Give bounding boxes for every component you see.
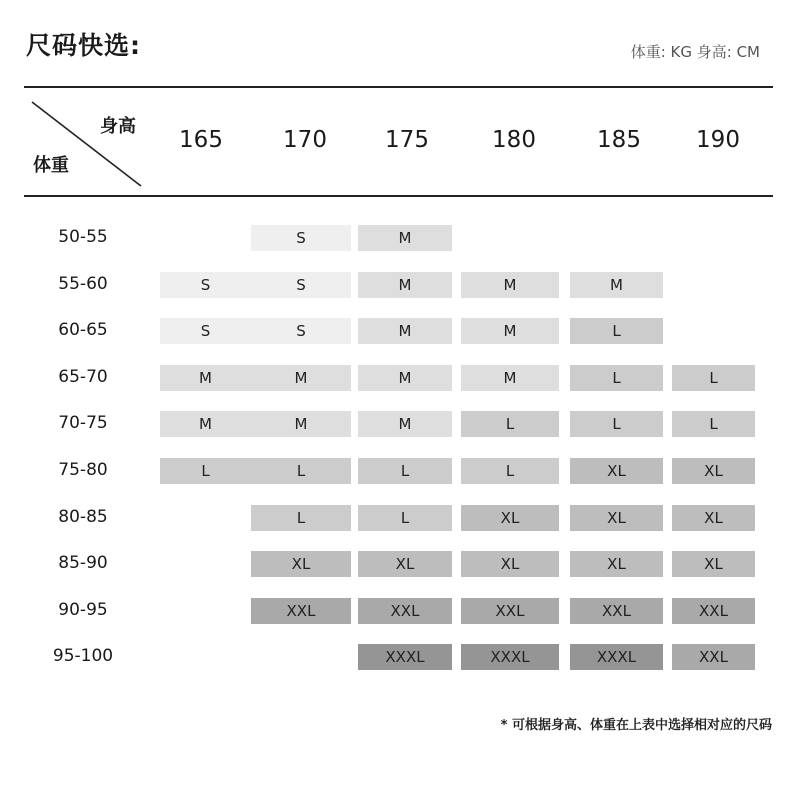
size-cell: L [461, 458, 559, 484]
size-cell: XXL [251, 598, 351, 624]
size-cell: XL [461, 551, 559, 577]
weight-label: 85-90 [58, 553, 108, 573]
height-header-180: 180 [492, 127, 536, 153]
height-header-165: 165 [179, 127, 223, 153]
size-cell: XXL [461, 598, 559, 624]
size-cell: M [251, 411, 351, 437]
weight-label: 80-85 [58, 507, 108, 527]
height-header-185: 185 [597, 127, 641, 153]
size-cell: S [251, 272, 351, 298]
size-cell: L [358, 505, 452, 531]
size-cell: M [358, 318, 452, 344]
size-cell: XL [461, 505, 559, 531]
height-header-190: 190 [696, 127, 740, 153]
size-cell: M [461, 318, 559, 344]
weight-label: 55-60 [58, 274, 108, 294]
size-cell: L [672, 365, 755, 391]
size-cell: M [160, 365, 251, 391]
size-cell: XXXL [358, 644, 452, 670]
page-title: 尺码快选: [26, 31, 141, 60]
size-cell: M [358, 411, 452, 437]
size-cell: XXL [358, 598, 452, 624]
size-cell: L [358, 458, 452, 484]
size-cell: L [570, 365, 663, 391]
weight-label: 50-55 [58, 227, 108, 247]
size-cell: L [461, 411, 559, 437]
size-cell: M [251, 365, 351, 391]
size-cell: XL [672, 505, 755, 531]
corner-weight-label: 体重 [33, 155, 69, 176]
weight-label: 75-80 [58, 460, 108, 480]
size-cell: XL [358, 551, 452, 577]
size-cell: XL [672, 551, 755, 577]
size-cell: XL [570, 551, 663, 577]
size-cell: L [251, 458, 351, 484]
size-cell: M [461, 272, 559, 298]
size-cell: XXL [570, 598, 663, 624]
weight-label: 70-75 [58, 413, 108, 433]
size-cell: S [251, 318, 351, 344]
size-cell: S [160, 318, 251, 344]
size-cell: XXL [672, 644, 755, 670]
size-cell: L [570, 318, 663, 344]
size-cell: XL [672, 458, 755, 484]
size-cell: XL [570, 505, 663, 531]
weight-label: 90-95 [58, 600, 108, 620]
height-header-170: 170 [283, 127, 327, 153]
size-cell: XXXL [570, 644, 663, 670]
weight-label: 95-100 [52, 646, 114, 666]
size-cell: M [358, 365, 452, 391]
size-cell: L [672, 411, 755, 437]
size-cell: XL [570, 458, 663, 484]
size-cell: XXXL [461, 644, 559, 670]
top-rule [24, 86, 773, 88]
size-cell: L [160, 458, 251, 484]
units-note: 体重: KG 身高: CM [630, 43, 760, 61]
weight-label: 65-70 [58, 367, 108, 387]
size-cell: M [461, 365, 559, 391]
size-cell: M [570, 272, 663, 298]
size-cell: XXL [672, 598, 755, 624]
size-cell: M [160, 411, 251, 437]
header-rule [24, 195, 773, 197]
height-header-175: 175 [385, 127, 429, 153]
footnote: * 可根据身高、体重在上表中选择相对应的尺码 [500, 718, 772, 733]
size-cell: M [358, 272, 452, 298]
size-cell: M [358, 225, 452, 251]
size-cell: L [251, 505, 351, 531]
corner-height-label: 身高 [100, 116, 136, 137]
weight-label: 60-65 [58, 320, 108, 340]
size-cell: S [160, 272, 251, 298]
size-cell: XL [251, 551, 351, 577]
size-cell: L [570, 411, 663, 437]
size-cell: S [251, 225, 351, 251]
